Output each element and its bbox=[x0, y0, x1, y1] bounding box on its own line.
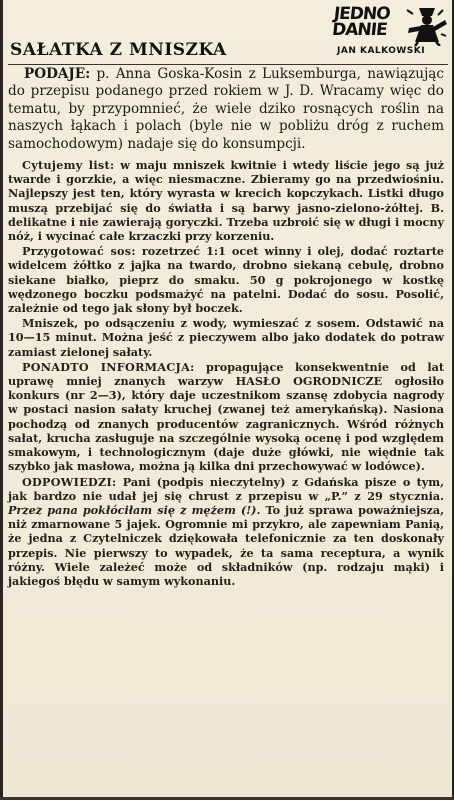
paragraph-answers bbox=[8, 475, 444, 589]
lead-keyword: PODAJE: bbox=[24, 66, 91, 82]
clipping-edge-left bbox=[0, 0, 3, 800]
lead-paragraph bbox=[8, 66, 444, 153]
paragraph-information-keyword: PONADTO INFORMACJA: bbox=[22, 359, 195, 374]
paragraph-sauce-keyword: Przygotować sos: bbox=[22, 244, 136, 259]
paragraph-mixing: Mniszek, po odsączeniu z wody, wymieszać z sosem. Odstawić na 10—15 minut. Można jeść z pieczywem albo jako dodatek do potraw zamiast zielonej sałaty. bbox=[8, 316, 444, 359]
column-logo bbox=[333, 6, 449, 60]
paragraph-information-text: propagujące konsekwentnie od lat uprawę mniej znanych warzyw HASŁO OGRODNICZE ogłosiło konkurs (nr 2—3), który daje uczestnikom szansę zdobycia nagrody w postaci nasion sałaty kruchej (zwanej też amerykańską). Nasiona pochodzą od znanych producentów zagranicznych. Wśród różnych sałat, krucha zasługuje na szczególnie wysoką ocenę i pod względem smakowym, i technologicznym (daje duże główki, nie więdnie tak szybko jak masłowa, można ją kilka dni przechowywać w lodówce). bbox=[8, 359, 444, 474]
paragraph-letter-keyword: Cytujemy list: bbox=[22, 158, 115, 173]
article-body bbox=[8, 66, 444, 588]
article-title: SAŁATKA Z MNISZKA bbox=[10, 40, 227, 60]
paragraph-information bbox=[8, 360, 444, 474]
column-brand bbox=[331, 6, 390, 38]
lead-text: p. Anna Goska-Kosin z Luksemburga, nawiązując do przepisu podanego przed rokiem w J. D. Wracamy więc do tematu, by przypomnieć, że wiele dziko rosnących roślin na naszych łąkach i polach (byle nie w pobliżu dróg z ruchem samochodowym) nadaje się do konsumpcji. bbox=[8, 66, 444, 152]
column-author: JAN KALKOWSKI bbox=[337, 46, 426, 56]
paragraph-sauce bbox=[8, 244, 444, 315]
paragraph-answers-text-a: Pani (podpis nieczytelny) z Gdańska pisze o tym, jak bardzo nie udał jej się chrust z przepisu w „P.” z 29 stycznia. bbox=[8, 474, 444, 503]
paragraph-letter bbox=[8, 158, 444, 243]
paragraph-answers-quote: Przez pana pokłóciłam się z mężem (!). bbox=[8, 502, 261, 517]
paragraph-answers-text-b: To już sprawa poważniejsza, niż zmarnowane 5 jajek. Ogromnie mi przykro, ale zapewniam Panią, że jedna z Czytelniczek dziękowała telefonicznie za ten doskonały przepis. Nie pierwszy to wypadek, że ta sama receptura, a wynik różny. Wiele zależeć może od składników (np. rodzaju mąki) i jakiegoś błędu w samym wykonaniu. bbox=[8, 502, 444, 588]
paragraph-answers-keyword: ODPOWIEDZI: bbox=[22, 474, 117, 489]
title-divider bbox=[8, 64, 448, 65]
paragraph-sauce-text: rozetrzeć 1:1 ocet winny i olej, dodać roztarte widelcem żółtko z jajka na twardo, drobno siekaną cebulę, drobno siekane białko, pieprz do smaku. 50 g pokrojonego w kostkę wędzonego boczku podsmażyć na patelni. Dodać do sosu. Posolić, zależnie od tego jak słony był boczek. bbox=[8, 244, 444, 316]
paragraph-letter-text: w maju mniszek kwitnie i wtedy liście jego są już twarde i gorzkie, a więc niesmaczne. Zbieramy go na przedwiośniu. Najlepszy jest ten, który wyrasta w krecich kopczykach. Listki długo muszą przebijać się do światła i są barwy jasno-zielono-żółtej. B. delikatne i nie zawierają goryczki. Trzeba uzbroić się w długi i mocny nóż, i wycinać całe krzaczki przy korzeniu. bbox=[8, 158, 444, 244]
chef-figure-icon bbox=[405, 6, 449, 46]
article-paragraphs bbox=[8, 158, 444, 588]
brand-line-1: JEDNO bbox=[332, 4, 391, 24]
brand-line-2: DANIE bbox=[331, 20, 388, 40]
